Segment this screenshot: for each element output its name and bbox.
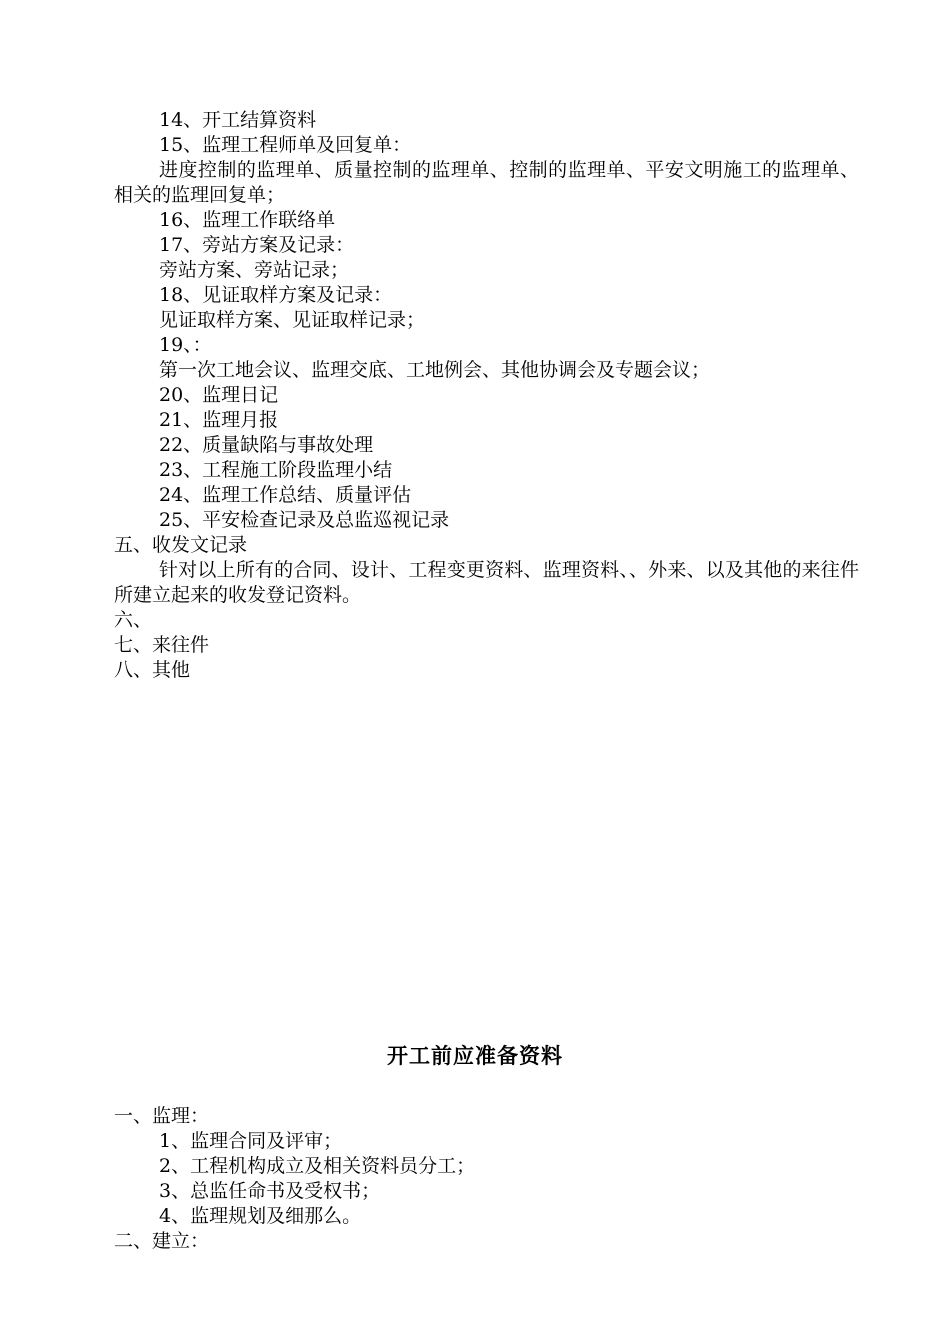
list-item: 16、监理工作联络单 (159, 209, 336, 231)
list-item: 25、平安检查记录及总监巡视记录 (159, 509, 450, 531)
list-item: 23、工程施工阶段监理小结 (159, 459, 393, 481)
page-title: 开工前应准备资料 (387, 1044, 563, 1068)
list-item: 4、监理规划及细那么。 (159, 1205, 362, 1227)
list-item: 1、监理合同及评审； (159, 1130, 343, 1152)
document-body-part-1 (114, 108, 859, 683)
list-item: 17、旁站方案及记录： (159, 234, 355, 256)
document-body-part-2 (114, 1104, 859, 1254)
section-heading: 六、 (114, 609, 153, 631)
section-heading: 七、来往件 (114, 634, 210, 656)
list-item: 22、质量缺陷与事故处理 (159, 434, 374, 456)
list-item: 15、监理工程师单及回复单： (159, 134, 412, 156)
list-item: 21、监理月报 (159, 409, 279, 431)
list-item: 19、： (159, 334, 212, 356)
list-item: 见证取样方案、见证取样记录； (159, 309, 426, 331)
section-heading: 一、监理： (114, 1105, 210, 1127)
paragraph: 针对以上所有的合同、设计、工程变更资料、监理资料、、外来、以及其他的来往件所建立起来的收发登记资料。 (114, 559, 859, 606)
section-heading: 八、其他 (114, 659, 191, 681)
paragraph: 进度控制的监理单、质量控制的监理单、控制的监理单、平安文明施工的监理单、相关的监理回复单； (114, 159, 859, 206)
section-heading: 二、建立： (114, 1230, 210, 1252)
list-item: 24、监理工作总结、质量评估 (159, 484, 412, 506)
list-item: 2、工程机构成立及相关资料员分工； (159, 1155, 476, 1177)
list-item: 14、开工结算资料 (159, 109, 317, 131)
section-heading: 五、收发文记录 (114, 534, 248, 556)
list-item: 第一次工地会议、监理交底、工地例会、其他协调会及专题会议； (159, 359, 711, 381)
list-item: 3、总监任命书及受权书； (159, 1180, 381, 1202)
list-item: 旁站方案、旁站记录； (159, 259, 350, 281)
list-item: 18、见证取样方案及记录： (159, 284, 393, 306)
list-item: 20、监理日记 (159, 384, 279, 406)
